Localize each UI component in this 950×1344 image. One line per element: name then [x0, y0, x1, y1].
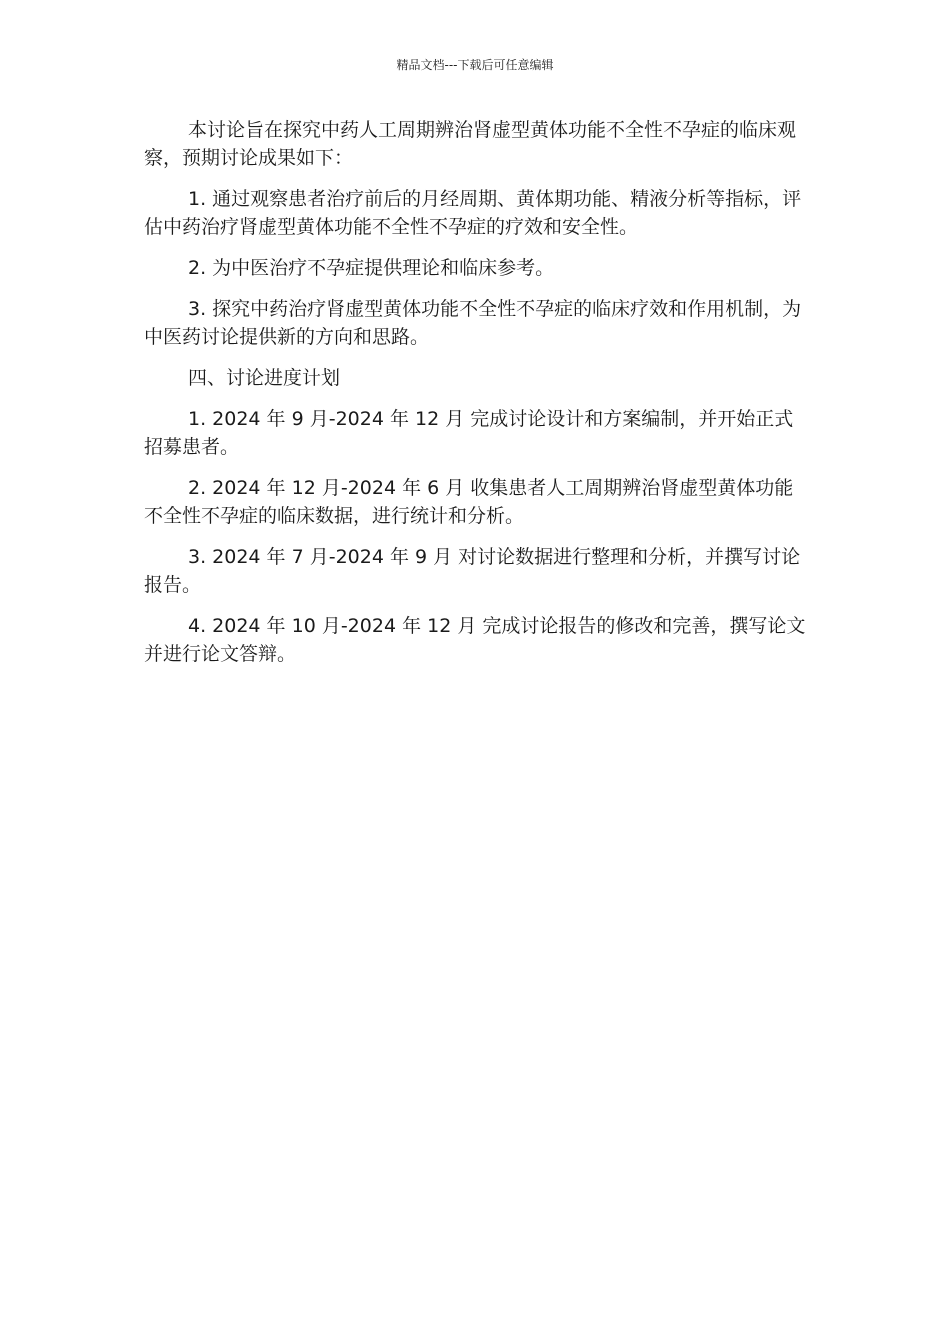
- paragraph-schedule-2: 2. 2024 年 12 月-2024 年 6 月 收集患者人工周期辨治肾虚型黄体功能不全性不孕症的临床数据，进行统计和分析。: [144, 477, 794, 527]
- paragraph-schedule-4: 4. 2024 年 10 月-2024 年 12 月 完成讨论报告的修改和完善，撰写论文并进行论文答辩。: [144, 615, 806, 665]
- page-header: 精品文档---下载后可任意编辑: [396, 58, 554, 72]
- paragraph-outcome-3: 3. 探究中药治疗肾虚型黄体功能不全性不孕症的临床疗效和作用机制，为中医药讨论提供新的方向和思路。: [144, 298, 802, 348]
- paragraph-outcome-2: 2. 为中医治疗不孕症提供理论和临床参考。: [188, 257, 555, 279]
- paragraph-outcome-1: 1. 通过观察患者治疗前后的月经周期、黄体期功能、精液分析等指标，评估中药治疗肾虚型黄体功能不全性不孕症的疗效和安全性。: [144, 188, 802, 238]
- paragraph-intro: 本讨论旨在探究中药人工周期辨治肾虚型黄体功能不全性不孕症的临床观察，预期讨论成果如下：: [144, 119, 797, 169]
- paragraph-schedule-1: 1. 2024 年 9 月-2024 年 12 月 完成讨论设计和方案编制，并开始正式招募患者。: [144, 408, 794, 458]
- paragraph-schedule-3: 3. 2024 年 7 月-2024 年 9 月 对讨论数据进行整理和分析，并撰写讨论报告。: [144, 546, 801, 596]
- section-heading-schedule: 四、讨论进度计划: [188, 367, 341, 389]
- document-body: [144, 116, 809, 681]
